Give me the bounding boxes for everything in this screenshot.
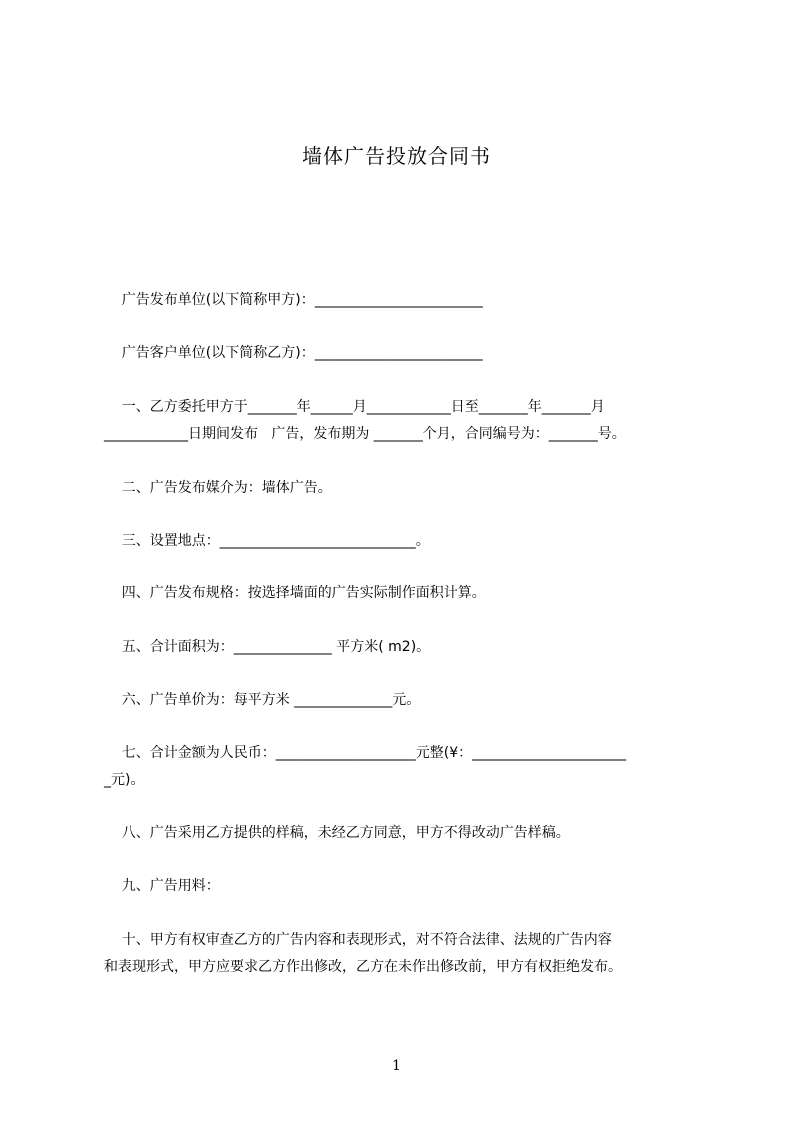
paragraph-clause-8: 八、广告采用乙方提供的样稿，未经乙方同意，甲方不得改动广告样稿。 bbox=[104, 825, 570, 841]
paragraph-clause-4: 四、广告发布规格：按选择墙面的广告实际制作面积计算。 bbox=[104, 585, 486, 601]
paragraph-client: 广告客户单位(以下简称乙方)：________________________ bbox=[104, 345, 483, 361]
paragraph-publisher: 广告发布单位(以下简称甲方)：________________________ bbox=[104, 292, 483, 308]
paragraph-clause-7: 七、合计金额为人民币：____________________元整(¥：______________________ _元)。 bbox=[104, 745, 627, 788]
page-number: 1 bbox=[392, 1058, 401, 1074]
paragraph-clause-6: 六、广告单价为：每平方米 ______________元。 bbox=[104, 692, 421, 708]
document-title: 墙体广告投放合同书 bbox=[302, 144, 491, 168]
paragraph-clause-3: 三、设置地点：____________________________。 bbox=[104, 533, 430, 549]
paragraph-clause-5: 五、合计面积为：______________ 平方米( m2)。 bbox=[104, 639, 431, 655]
paragraph-clause-2: 二、广告发布媒介为：墙体广告。 bbox=[104, 480, 332, 496]
paragraph-clause-10: 十、甲方有权审查乙方的广告内容和表现形式，对不符合法律、法规的广告内容 和表现形式，甲方应要求乙方作出修改，乙方在未作出修改前，甲方有权拒绝发布。 bbox=[104, 932, 622, 975]
paragraph-clause-1: 一、乙方委托甲方于_______年______月____________日至_______年_______月 ____________日期间发布 广告，发布期为 _______个月，合同编号为：_______号。 bbox=[104, 399, 626, 442]
paragraph-clause-9: 九、广告用料： bbox=[104, 878, 220, 894]
